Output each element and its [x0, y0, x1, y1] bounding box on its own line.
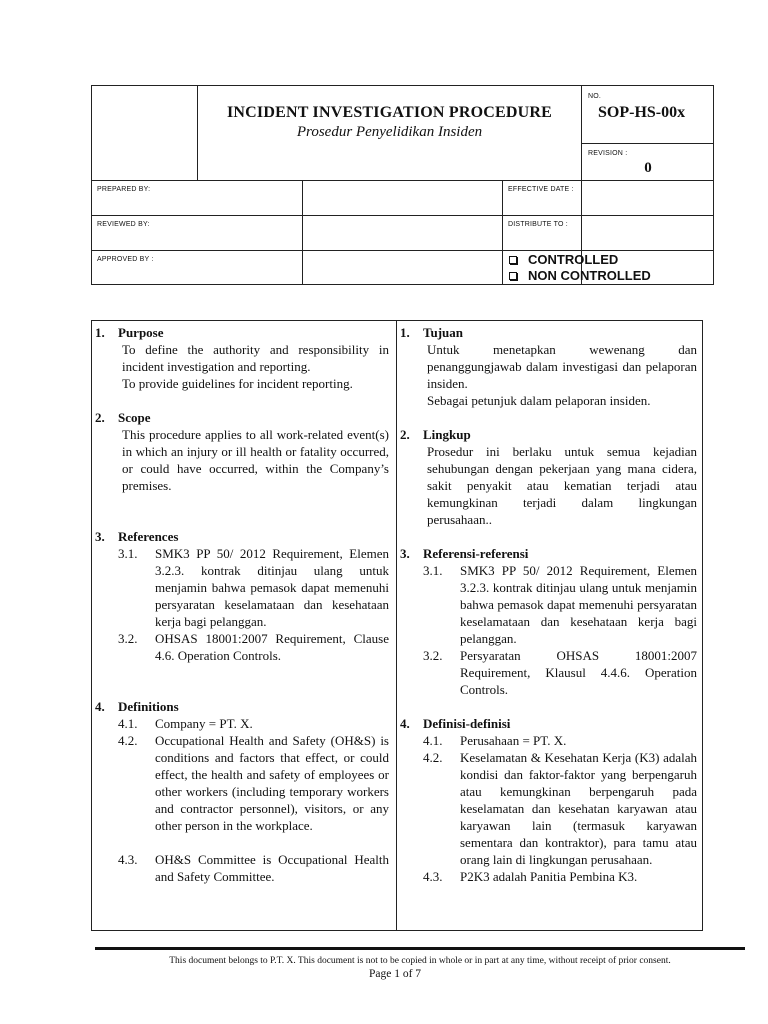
lingkup-text: Prosedur ini berlaku untuk semua kejadian sehubungan dengan pekerjaan yang mana cidera, sakit penyakit atau kematian terjadi atau kemungkinan terjadi dalam lingkungan perusahaan..	[427, 444, 697, 527]
section-heading: 3. Referensi-referensi	[400, 546, 529, 561]
english-column	[95, 324, 389, 885]
doc-number-label: NO.	[588, 93, 602, 100]
approved-by-label: APPROVED BY :	[97, 256, 154, 263]
controlled-option	[509, 252, 618, 267]
distribute-to-label: DISTRIBUTE TO :	[508, 221, 568, 228]
section-heading: 4. Definitions	[95, 699, 179, 714]
list-item: 3.1. SMK3 PP 50/ 2012 Requirement, Elemen 3.2.3. kontrak ditinjau ulang untuk menjamin bahwa pemasok dapat memenuhi persyaratan keselamataan dan kesehataan kerja bagi pelanggan.	[423, 563, 697, 646]
list-item: 3.1. SMK3 PP 50/ 2012 Requirement, Elemen 3.2.3. kontrak ditinjau ulang untuk menjamin bahwa pemasok dapat memenuhi persyaratan keselamataan dan kesehataan kerja bagi pelanggan.	[118, 546, 389, 629]
doc-number: SOP-HS-00x	[598, 104, 686, 121]
divider	[581, 143, 714, 144]
revision-label: REVISION :	[588, 150, 628, 157]
non-controlled-option	[509, 268, 651, 283]
section-heading: 1. Tujuan	[400, 325, 463, 340]
indonesian-column	[400, 324, 697, 885]
column-divider	[396, 320, 397, 931]
list-item: 4.2. Occupational Health and Safety (OH&S) is conditions and factors that effect, or could effect, the health and safety of employees or other workers (including temporary workers and contractor personnel), visitors, or any other person in the workplace.	[118, 733, 389, 833]
checkbox-icon	[509, 256, 517, 264]
purpose-text-1: To define the authority and responsibility in incident investigation and reporting.	[122, 342, 389, 374]
section-heading: 2. Lingkup	[400, 427, 471, 442]
effective-date-label: EFFECTIVE DATE :	[508, 186, 574, 193]
divider	[502, 180, 503, 285]
document-title: INCIDENT INVESTIGATION PROCEDURE	[227, 104, 552, 121]
revision-value: 0	[644, 160, 652, 176]
section-heading: 1. Purpose	[95, 325, 164, 340]
purpose-text-2: To provide guidelines for incident reporting.	[122, 376, 353, 391]
page-number: Page 1 of 7	[368, 968, 422, 980]
divider	[91, 180, 714, 181]
section-heading: 3. References	[95, 529, 179, 544]
divider	[91, 250, 714, 251]
section-heading: 2. Scope	[95, 410, 151, 425]
divider	[302, 180, 303, 285]
document-subtitle: Prosedur Penyelidikan Insiden	[296, 124, 483, 140]
section-heading: 4. Definisi-definisi	[400, 716, 511, 731]
non-controlled-label: NON CONTROLLED	[528, 268, 651, 283]
list-item: 4.3. OH&S Committee is Occupational Health and Safety Committee.	[118, 852, 389, 884]
reviewed-by-label: REVIEWED BY:	[97, 221, 150, 228]
tujuan-text-1: Untuk menetapkan wewenang dan penanggungjawab dalam investigasi dan pelaporan insiden.	[427, 342, 697, 391]
list-item: 4.1. Company = PT. X.	[118, 716, 253, 731]
list-item: 3.2. OHSAS 18001:2007 Requirement, Clause 4.6. Operation Controls.	[118, 631, 389, 663]
checkbox-icon	[509, 272, 517, 280]
controlled-label: CONTROLLED	[528, 252, 619, 267]
list-item: 3.2. Persyaratan OHSAS 18001:2007 Requirement, Klausul 4.4.6. Operation Controls.	[423, 648, 697, 697]
scope-text: This procedure applies to all work-related event(s) in which an injury or ill health or fatality occurred, or could have occurred, within the Company’s premises.	[122, 427, 389, 493]
tujuan-text-2: Sebagai petunjuk dalam pelaporan insiden.	[427, 393, 651, 408]
divider	[91, 215, 714, 216]
list-item: 4.2. Keselamatan & Kesehatan Kerja (K3) adalah kondisi dan faktor-faktor yang berpengaruh atau kemungkinan berpengaruh pada keselamatan dan kesehatan karyawan atau karyawan lain (termasuk karyawan sementara dan kontraktor), para tamu atau orang lain di lingkungan perusahaan.	[423, 750, 697, 867]
footer-rule	[95, 947, 745, 950]
prepared-by-label: PREPARED BY:	[97, 186, 151, 193]
footer-confidentiality-note: This document belongs to P.T. X. This document is not to be copied in whole or in part at any time, without receipt of prior consent.	[169, 956, 671, 966]
list-item: 4.3. P2K3 adalah Panitia Pembina K3.	[423, 869, 638, 884]
list-item: 4.1. Perusahaan = PT. X.	[423, 733, 567, 748]
